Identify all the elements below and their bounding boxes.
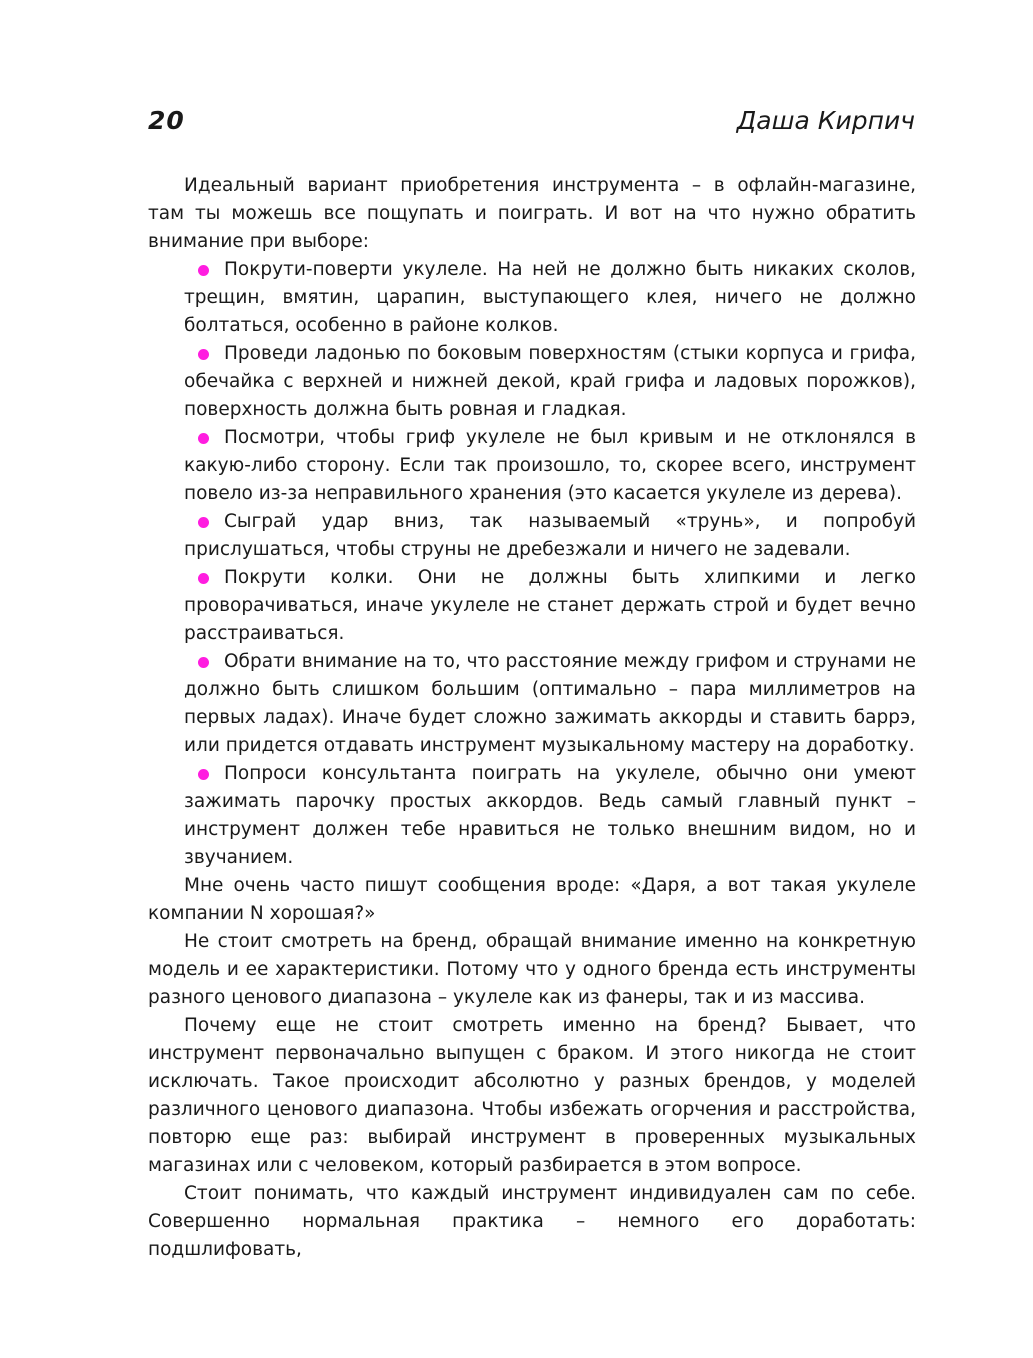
body-text [148, 172, 916, 1264]
list-item-text: Попроси консультанта поиграть на укулеле, обычно они умеют зажимать парочку простых аккордов. Ведь самый главный пункт – инструмент должен тебе нравиться не только внешним видом, но и звучанием. [184, 763, 916, 868]
body-paragraph: Не стоит смотреть на бренд, обращай внимание именно на конкретную модель и ее характеристики. Потому что у одного бренда есть инструменты разного ценового диапазона – укулеле как из фанеры, так и из массива. [148, 931, 916, 1008]
list-item [148, 256, 916, 340]
list-item-text: Сыграй удар вниз, так называемый «трунь», и попробуй прислушаться, чтобы струны не дребезжали и ничего не задевали. [184, 511, 916, 560]
list-item [148, 760, 916, 872]
list-item-text: Проведи ладонью по боковым поверхностям (стыки корпуса и грифа, обечайка с верхней и нижней декой, край грифа и ладовых порожков), поверхность должна быть ровная и гладкая. [184, 343, 916, 420]
list-item-text: Посмотри, чтобы гриф укулеле не был кривым и не отклонялся в какую-либо сторону. Если так произошло, то, скорее всего, инструмент повело из-за неправильного хранения (это касается укулеле из дерева). [184, 427, 916, 504]
page-number: 20 [148, 106, 185, 135]
body-paragraph: Почему еще не стоит смотреть именно на бренд? Бывает, что инструмент первоначально выпущен с браком. И этого никогда не стоит исключать. Такое происходит абсолютно у разных брендов, у моделей различного ценового диапазона. Чтобы избежать огорчения и расстройства, повторю еще раз: выбирай инструмент в проверенных музыкальных магазинах или с человеком, который разбирается в этом вопросе. [148, 1015, 916, 1176]
running-head-author: Даша Кирпич [736, 106, 915, 135]
body-paragraph: Стоит понимать, что каждый инструмент индивидуален сам по себе. Совершенно нормальная практика – немного его доработать: подшлифовать, [148, 1183, 916, 1260]
bullet-dot-icon [198, 573, 209, 584]
intro-paragraph: Идеальный вариант приобретения инструмента – в офлайн-магазине, там ты можешь все пощупать и поиграть. И вот на что нужно обратить внимание при выборе: [148, 175, 916, 252]
bullet-dot-icon [198, 433, 209, 444]
list-item [148, 508, 916, 564]
bullet-dot-icon [198, 349, 209, 360]
bullet-dot-icon [198, 657, 209, 668]
list-item [148, 648, 916, 760]
list-item [148, 340, 916, 424]
body-paragraph: Мне очень часто пишут сообщения вроде: «Даря, а вот такая укулеле компании N хорошая?» [148, 875, 916, 924]
list-item [148, 564, 916, 648]
bullet-dot-icon [198, 265, 209, 276]
list-item-text: Обрати внимание на то, что расстояние между грифом и струнами не должно быть слишком большим (оптимально – пара миллиметров на первых ладах). Иначе будет сложно зажимать аккорды и ставить баррэ, или придется отдавать инструмент музыкальному мастеру на доработку. [184, 651, 916, 756]
list-item [148, 424, 916, 508]
bullet-dot-icon [198, 769, 209, 780]
list-item-text: Покрути колки. Они не должны быть хлипкими и легко проворачиваться, иначе укулеле не станет держать строй и будет вечно расстраиваться. [184, 567, 916, 644]
list-item-text: Покрути-поверти укулеле. На ней не должно быть никаких сколов, трещин, вмятин, царапин, выступающего клея, ничего не должно болтаться, особенно в районе колков. [184, 259, 916, 336]
bullet-dot-icon [198, 517, 209, 528]
checklist [148, 256, 916, 872]
